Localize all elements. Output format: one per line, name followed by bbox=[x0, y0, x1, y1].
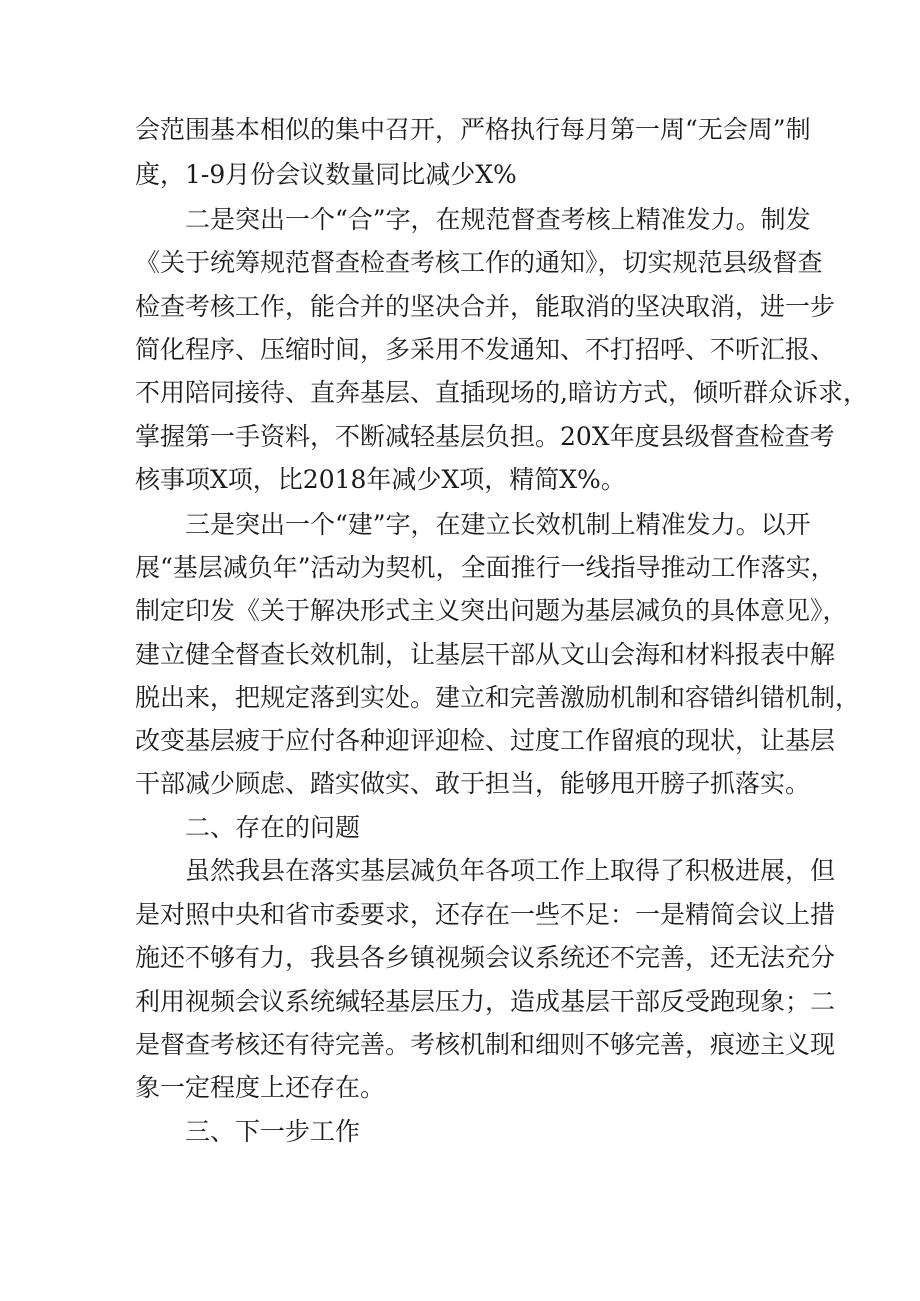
paragraph-1-line-2: 度，1-9月份会议数量同比减少X% bbox=[135, 160, 517, 189]
paragraph-4-line-1: 虽然我县在落实基层减负年各项工作上取得了积极进展，但 bbox=[185, 856, 836, 885]
paragraph-4-line-5: 是督查考核还有待完善。考核机制和细则不够完善，痕迹主义现 bbox=[135, 1030, 836, 1059]
paragraph-3-line-7: 干部减少顾虑、踏实做实、敢于担当，能够甩开膀子抓落实。 bbox=[135, 769, 811, 798]
paragraph-4-line-3: 施还不够有力，我县各乡镇视频会议系统还不完善，还无法充分 bbox=[135, 943, 836, 972]
section-heading-next-steps: 三、下一步工作 bbox=[185, 1117, 361, 1146]
paragraph-2-line-7: 核事项X项，比2018年减少X项，精简X%。 bbox=[135, 465, 626, 494]
paragraph-3-line-5: 脱出来，把规定落到实处。建立和完善激励机制和容错纠错机制， bbox=[135, 683, 861, 712]
section-heading-problems: 二、存在的问题 bbox=[185, 813, 361, 842]
paragraph-2-line-6: 掌握第一手资料，不断减轻基层负担。20X年度县级督查检查考 bbox=[135, 422, 835, 451]
paragraph-2-line-5: 不用陪同接待、直奔基层、直插现场的,暗访方式，倾听群众诉求， bbox=[135, 378, 868, 407]
paragraph-3-line-2: 展“基层减负年”活动为契机，全面推行一线指导推动工作落实， bbox=[135, 553, 836, 582]
paragraph-2-line-2: 《关于统筹规范督查检查考核工作的通知》，切实规范县级督查 bbox=[135, 248, 823, 277]
paragraph-4-line-4: 利用视频会议系统缄轻基层压力，造成基层干部反受跑现象；二 bbox=[135, 987, 836, 1016]
paragraph-2-line-1: 二是突出一个“合”字，在规范督查考核上精准发力。制发 bbox=[185, 205, 811, 234]
paragraph-2-line-3: 检查考核工作，能合并的坚决合并，能取消的坚决取消，进一步 bbox=[135, 292, 836, 321]
paragraph-3-line-1: 三是突出一个“建”字，在建立长效机制上精准发力。以开 bbox=[185, 510, 811, 539]
paragraph-2-line-4: 简化程序、压缩时间，多采用不发通知、不打招呼、不听汇报、 bbox=[135, 335, 836, 364]
paragraph-3-line-6: 改变基层疲于应付各种迎评迎检、过度工作留痕的现状，让基层 bbox=[135, 726, 836, 755]
paragraph-1-line-1: 会范围基本相似的集中召开，严格执行每月第一周“无会周”制 bbox=[135, 115, 811, 144]
paragraph-3-line-3: 制定印发《关于解决形式主义突出问题为基层减负的具体意见》， bbox=[135, 596, 848, 625]
paragraph-3-line-4: 建立健全督查长效机制，让基层干部从文山会海和材料报表中解 bbox=[135, 640, 836, 669]
paragraph-4-line-6: 象一定程度上还存在。 bbox=[135, 1073, 386, 1102]
paragraph-4-line-2: 是对照中央和省市委要求，还存在一些不足：一是精简会议上措 bbox=[135, 900, 836, 929]
